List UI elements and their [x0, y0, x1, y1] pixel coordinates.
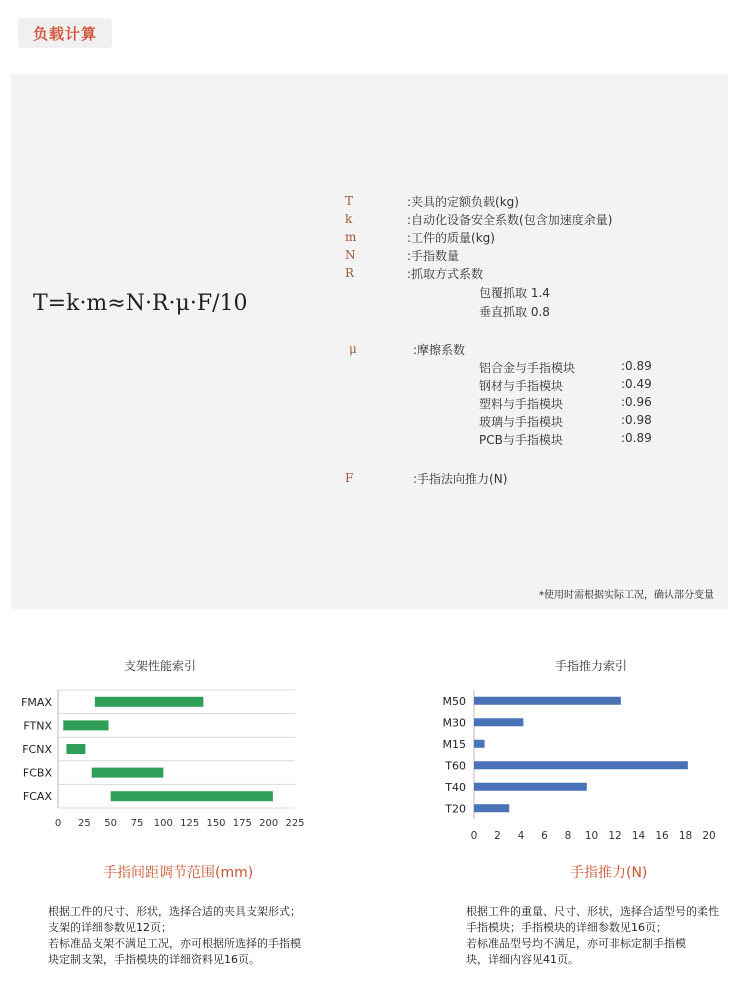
x-tick-label: 8	[564, 830, 572, 842]
finger-force-chart	[420, 682, 740, 842]
friction-item-label: 铝合金与手指模块	[479, 361, 576, 375]
force-bar	[474, 718, 523, 726]
chart-caption-bracket: 手指间距调节范围(mm)	[103, 865, 254, 881]
symbol-r: R	[345, 266, 355, 280]
x-tick-label: 0	[470, 830, 478, 842]
force-bar	[474, 783, 587, 791]
section-title: 负载计算	[18, 18, 112, 48]
x-tick-label: 125	[180, 818, 200, 829]
friction-item-value: :0.89	[621, 431, 652, 445]
y-tick-label: FTNX	[23, 719, 52, 733]
x-tick-label: 200	[259, 818, 279, 829]
x-tick-label: 14	[631, 830, 646, 842]
paragraph-line: 块，详细内容见41页。	[466, 953, 579, 966]
range-bar	[95, 697, 203, 707]
friction-item-value: :0.49	[621, 377, 652, 391]
desc-t: :夹具的定额负载(kg)	[407, 195, 519, 209]
paragraph-line: 若标准品型号均不满足，亦可非标定制手指模	[466, 937, 686, 950]
y-tick-label: T60	[445, 759, 466, 773]
friction-item-value: :0.89	[621, 359, 652, 373]
y-tick-label: FCBX	[22, 766, 52, 780]
friction-item-label: 塑料与手指模块	[479, 397, 564, 411]
symbol-t: T	[345, 194, 354, 208]
friction-item-label: 玻璃与手指模块	[479, 415, 564, 429]
x-tick-label: 10	[584, 830, 599, 842]
symbol-f: F	[345, 471, 354, 485]
desc-mu: :摩擦系数	[413, 343, 466, 357]
desc-r: :抓取方式系数	[407, 267, 484, 281]
usage-note: *使用时需根据实际工况，确认部分变量	[539, 590, 714, 601]
range-bar	[63, 720, 108, 730]
paragraph-line: 支架的详细参数见12页；	[48, 921, 172, 934]
chart-title-force: 手指推力索引	[555, 659, 628, 673]
force-bar	[474, 697, 621, 705]
x-tick-label: 18	[678, 830, 693, 842]
chart-caption-force: 手指推力(N)	[570, 865, 648, 881]
force-bar	[474, 804, 509, 812]
x-tick-label: 0	[54, 818, 62, 829]
y-tick-label: M15	[442, 737, 466, 751]
x-tick-label: 2	[494, 830, 501, 842]
friction-item-value: :0.98	[621, 413, 652, 427]
y-tick-label: T20	[445, 802, 466, 816]
y-tick-label: FCNX	[22, 743, 52, 756]
force-bar	[474, 761, 688, 769]
y-tick-label: T40	[445, 780, 466, 794]
y-tick-label: FMAX	[21, 695, 52, 709]
y-tick-label: M30	[442, 716, 466, 730]
friction-item-label: 钢材与手指模块	[479, 379, 564, 393]
paragraph-line: 若标准品支架不满足工况，亦可根据所选择的手指模	[48, 937, 301, 950]
chart-title-bracket: 支架性能索引	[124, 659, 197, 673]
formula-panel	[11, 74, 728, 609]
x-tick-label: 175	[232, 818, 252, 829]
grip-wrap: 包覆抓取 1.4	[479, 286, 550, 300]
paragraph-line: 块定制支架，手指模块的详细资料见16页。	[48, 953, 260, 966]
load-formula: T=k·m≈N·R·μ·F/10	[33, 291, 248, 316]
paragraph-line: 根据工件的尺寸、形状，选择合适的夹具支架形式；	[48, 905, 301, 918]
desc-n: :手指数量	[407, 249, 460, 263]
desc-f: :手指法向推力(N)	[413, 472, 508, 486]
range-bar	[111, 791, 273, 801]
x-tick-label: 150	[206, 818, 226, 829]
y-tick-label: FCAX	[22, 790, 52, 804]
force-bar	[474, 740, 485, 748]
symbol-mu: μ	[349, 342, 357, 356]
x-tick-label: 225	[285, 818, 305, 829]
x-tick-label: 6	[541, 830, 548, 842]
x-tick-label: 25	[77, 818, 91, 829]
x-tick-label: 16	[655, 830, 669, 842]
desc-k: :自动化设备安全系数(包含加速度余量)	[407, 213, 613, 227]
friction-item-label: PCB与手指模块	[479, 433, 563, 447]
range-bar	[92, 768, 164, 778]
y-tick-label: M50	[442, 694, 466, 708]
paragraph-line: 手指模块；手指模块的详细参数见16页；	[466, 921, 667, 934]
x-tick-label: 50	[104, 818, 118, 829]
grip-vertical: 垂直抓取 0.8	[479, 305, 550, 319]
bracket-range-chart	[0, 682, 330, 842]
symbol-n: N	[345, 248, 356, 262]
paragraph-line: 根据工件的重量、尺寸、形状，选择合适型号的柔性	[466, 905, 719, 918]
friction-item-value: :0.96	[621, 395, 652, 409]
symbol-m: m	[345, 230, 357, 244]
range-bar	[66, 744, 85, 754]
x-tick-label: 20	[702, 830, 716, 842]
finger-description	[466, 904, 719, 968]
x-tick-label: 75	[130, 818, 144, 829]
x-tick-label: 4	[517, 830, 525, 842]
x-tick-label: 100	[153, 818, 173, 829]
symbol-k: k	[345, 212, 353, 226]
bracket-description	[48, 904, 301, 968]
x-tick-label: 12	[608, 830, 622, 842]
desc-m: :工件的质量(kg)	[407, 231, 495, 245]
